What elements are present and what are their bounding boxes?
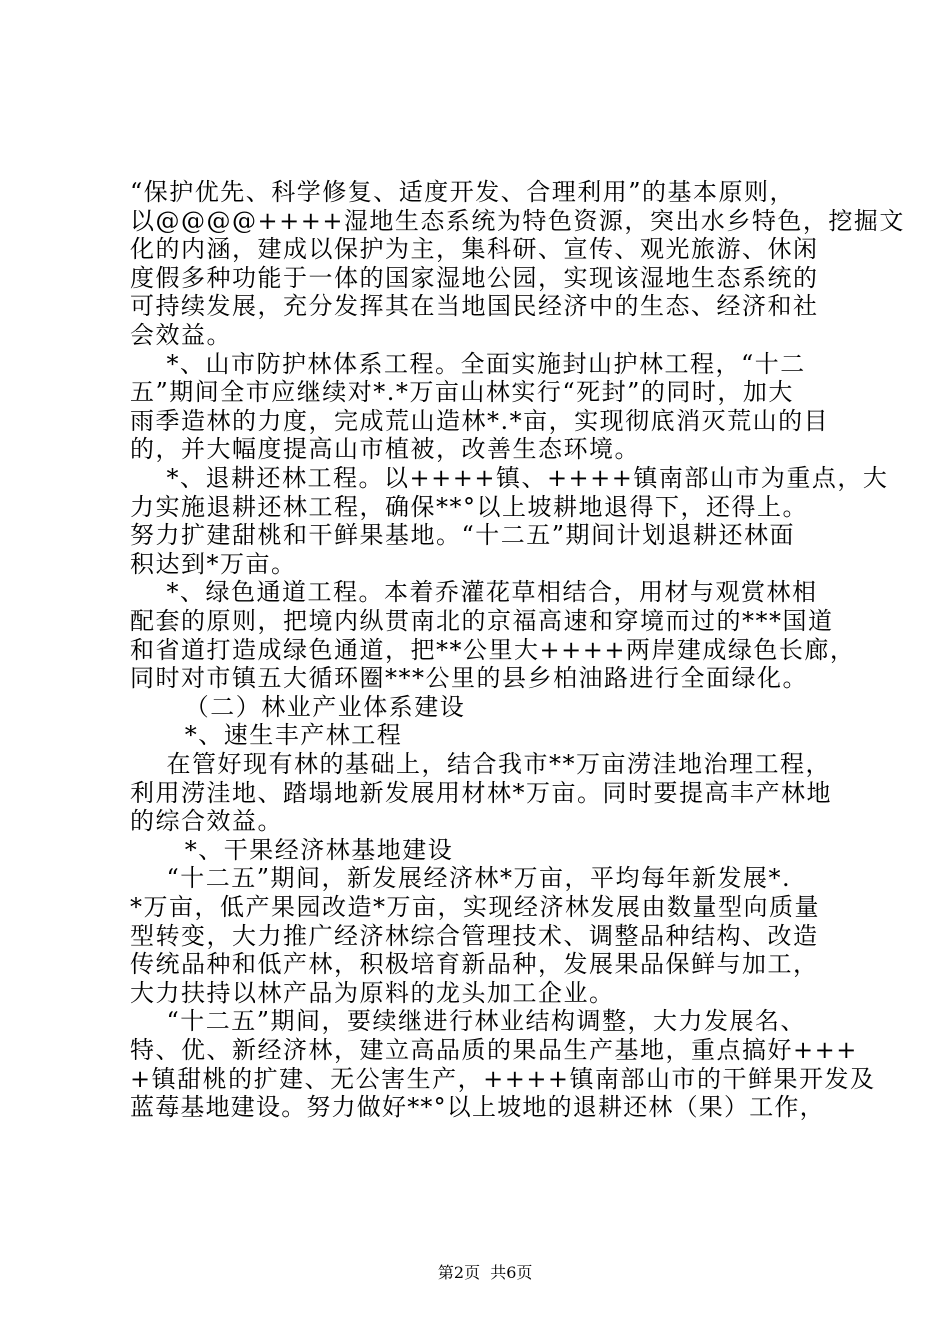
subsection-heading: *、速生丰产林工程 <box>130 721 403 750</box>
text-line: *万亩，低产果园改造*万亩，实现经济林发展由数量型向质量 <box>130 893 820 921</box>
text-line: 利用涝洼地、踏塌地新发展用材林*万亩。同时要提高丰产林地 <box>130 778 832 807</box>
page-number-label: 第2页 共6页 <box>437 1263 533 1282</box>
text-line: 在管好现有林的基础上，结合我市**万亩涝洼地治理工程， <box>130 750 832 778</box>
text-line: 力实施退耕还林工程，确保**°以上坡耕地退得下，还得上。 <box>130 492 808 521</box>
text-line: 雨季造林的力度，完成荒山造林*.*亩，实现彻底消灭荒山的目 <box>130 406 830 435</box>
subsection-heading: *、干果经济林基地建设 <box>130 835 454 864</box>
text-line: 蓝莓基地建设。努力做好**°以上坡地的退耕还林（果）工作， <box>130 1093 825 1122</box>
text-line: 型转变，大力推广经济林综合管理技术、调整品种结构、改造 <box>130 921 819 950</box>
text-line: 可持续发展，充分发挥其在当地国民经济中的生态、经济和社 <box>130 292 819 321</box>
text-line: 同时对市镇五大循环圈***公里的县乡柏油路进行全面绿化。 <box>130 664 808 693</box>
text-line: 和省道打造成绿色通道，把**公里大++++两岸建成绿色长廊， <box>130 635 856 664</box>
text-line: 以@@@@++++湿地生态系统为特色资源，突出水乡特色，挖掘文 <box>130 206 905 235</box>
text-line: “十二五”期间，新发展经济林*万亩，平均每年新发展*. <box>130 864 792 893</box>
text-line: 大力扶持以林产品为原料的龙头加工企业。 <box>130 978 615 1007</box>
text-line: 会效益。 <box>130 321 232 349</box>
text-line: *、绿色通道工程。本着乔灌花草相结合，用材与观赏林相 <box>130 578 818 607</box>
text-line: 积达到*万亩。 <box>130 549 297 578</box>
text-line: +镇甜桃的扩建、无公害生产，++++镇南部山市的干鲜果开发及 <box>130 1064 876 1093</box>
page-footer <box>0 1243 950 1303</box>
text-line: 努力扩建甜桃和干鲜果基地。“十二五”期间计划退耕还林面 <box>130 521 796 550</box>
text-line: 的综合效益。 <box>130 807 283 836</box>
text-line: 特、优、新经济林，建立高品质的果品生产基地，重点搞好+++ <box>130 1036 858 1064</box>
text-line: 度假多种功能于一体的国家湿地公园，实现该湿地生态系统的 <box>130 263 819 292</box>
text-line: *、山市防护林体系工程。全面实施封山护林工程，“十二 <box>130 349 806 378</box>
section-heading: （二）林业产业体系建设 <box>130 692 466 721</box>
text-line: 的，并大幅度提高山市植被，改善生态环境。 <box>130 435 640 464</box>
text-line: “保护优先、科学修复、适度开发、合理利用”的基本原则， <box>130 178 796 206</box>
text-line: 化的内涵，建成以保护为主，集科研、宣传、观光旅游、休闲 <box>130 235 819 264</box>
text-line: 五”期间全市应继续对*.*万亩山林实行“死封”的同时，加大 <box>130 378 794 407</box>
text-line: “十二五”期间，要续继进行林业结构调整，大力发展名、 <box>130 1007 807 1036</box>
text-line: 配套的原则，把境内纵贯南北的京福高速和穿境而过的***国道 <box>130 607 834 635</box>
text-line: 传统品种和低产林，积极培育新品种，发展果品保鲜与加工， <box>130 950 819 979</box>
text-line: *、退耕还林工程。以++++镇、++++镇南部山市为重点，大 <box>130 464 889 492</box>
